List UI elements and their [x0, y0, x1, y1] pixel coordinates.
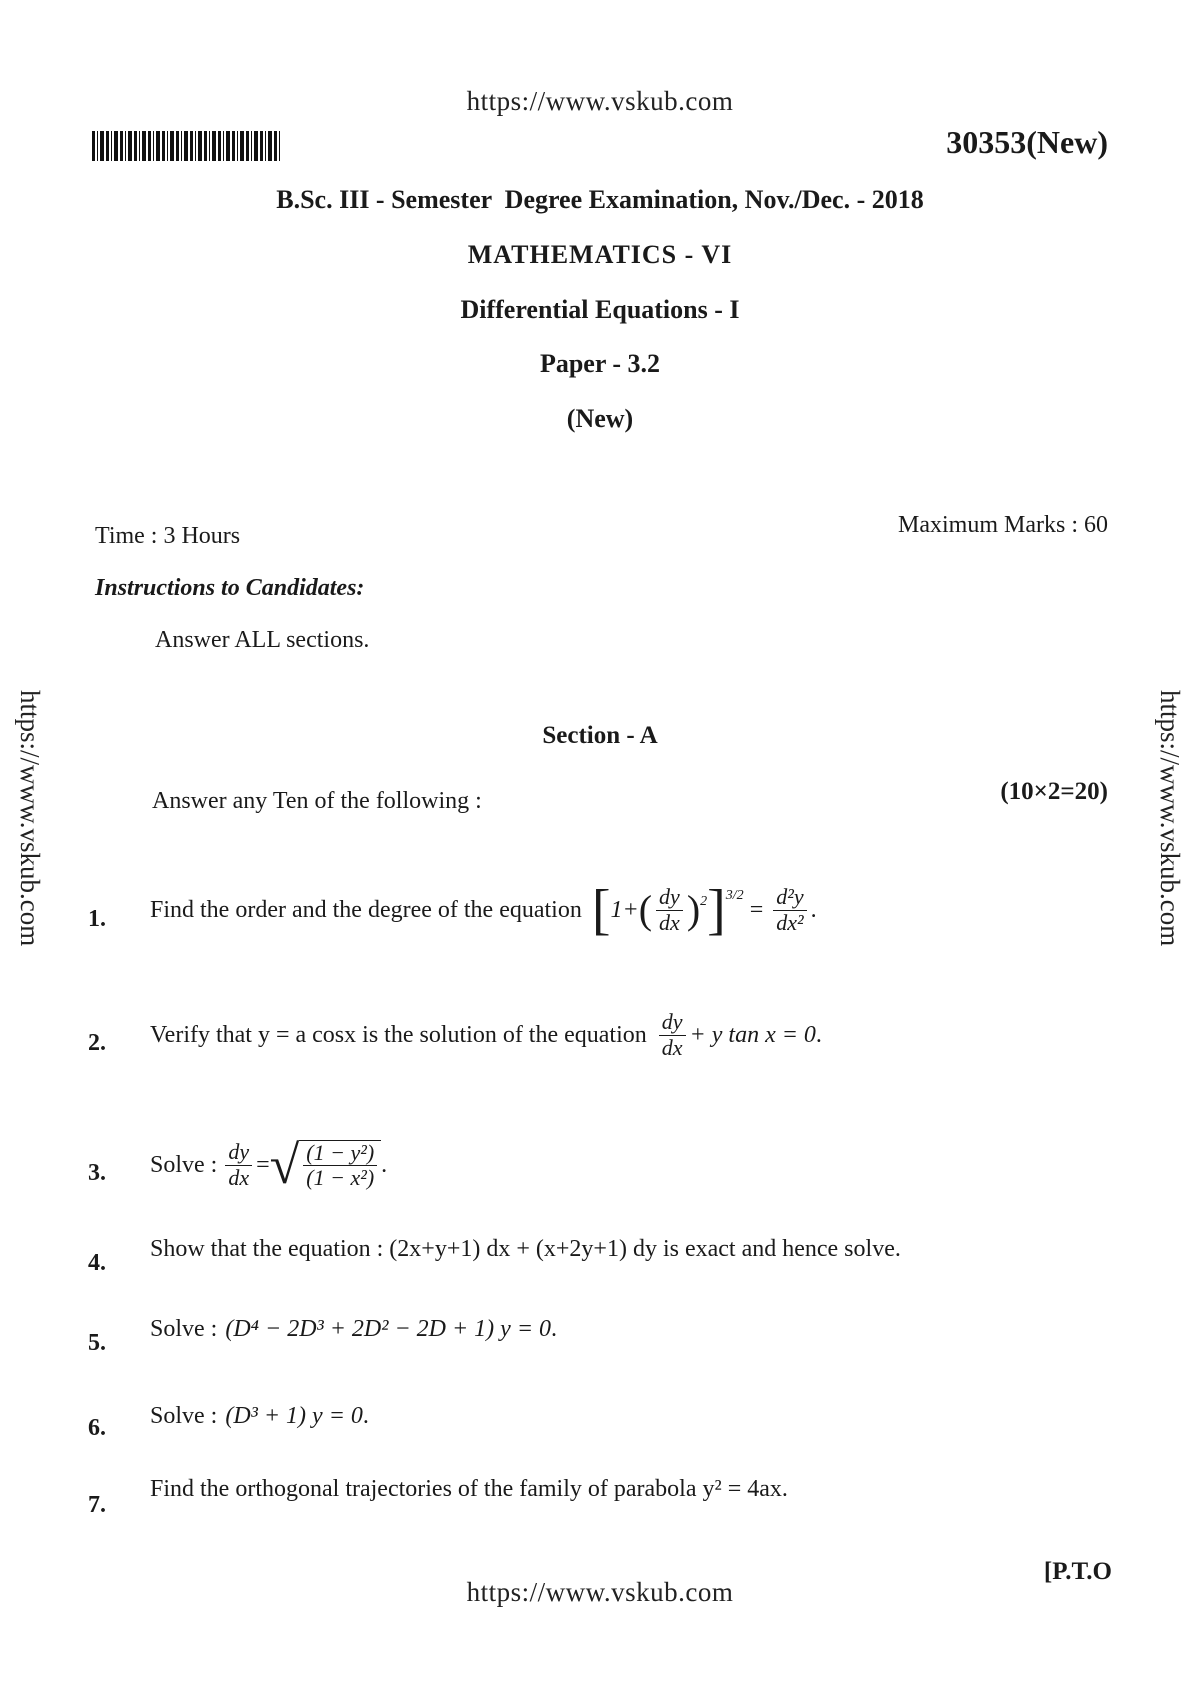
bottom-url: https://www.vskub.com: [466, 1577, 734, 1607]
question-5: Solve : (D⁴ − 2D³ + 2D² − 2D + 1) y = 0 .: [150, 1316, 558, 1342]
time-label: Time : 3 Hours: [95, 523, 241, 549]
question-2: Verify that y = a cosx is the solution of the equation $\frac{dy}{dx}$ + y tan x = 0 .: [150, 1009, 822, 1060]
question-number: 2.: [88, 1030, 106, 1056]
question-number: 3.: [88, 1160, 106, 1186]
course-title: Differential Equations - I: [460, 295, 740, 324]
fraction-dy-dx: [225, 1140, 252, 1189]
question-number: 1.: [88, 906, 106, 932]
fraction-d2y-dx2: [773, 885, 806, 934]
frac-num: (1 − y²): [303, 1141, 377, 1166]
question-6: Solve : (D³ + 1) y = 0 .: [150, 1403, 369, 1429]
frac-den: dx: [661, 1034, 683, 1060]
barcode-icon: [92, 131, 280, 161]
question-number: 6.: [88, 1415, 106, 1441]
frac-num: dy: [225, 1140, 252, 1165]
frac-den: dx²: [776, 909, 804, 935]
section-a-directive: Answer any Ten of the following :: [152, 788, 482, 814]
fraction-dy-dx: [656, 885, 683, 934]
question-text: Find the orthogonal trajectories of the family of parabola y² = 4ax.: [150, 1476, 788, 1502]
question-number: 4.: [88, 1250, 106, 1276]
subject-title: MATHEMATICS - VI: [467, 240, 733, 269]
question-text: Verify that y = a cosx is the solution of the equation: [150, 1021, 647, 1048]
question-4: [150, 1236, 901, 1263]
question-number: 5.: [88, 1330, 106, 1356]
frac-num: dy: [659, 1010, 686, 1035]
fraction-dy-dx: [659, 1010, 686, 1059]
equation-5: (D⁴ − 2D³ + 2D² − 2D + 1) y = 0: [225, 1316, 552, 1342]
question-text: Solve :: [150, 1151, 218, 1178]
frac-den: dx: [228, 1164, 250, 1190]
frac-den: dx: [659, 909, 680, 935]
equation-2-tail: + y tan x = 0: [689, 1021, 816, 1048]
math-term: 1+: [610, 896, 639, 923]
section-a-marks: (10×2=20): [1000, 778, 1108, 805]
fraction-radicand: [303, 1141, 377, 1190]
question-text: Solve :: [150, 1316, 218, 1342]
question-text: Find the order and the degree of the equation: [150, 896, 582, 923]
equation-6: (D³ + 1) y = 0: [225, 1403, 363, 1429]
exponent: 3/2: [725, 888, 744, 903]
question-3: Solve : $\frac{dy}{dx}$ = √ $\frac{\text{(1 − y²)}}{\text{(1 − x²)}}$ .: [150, 1135, 388, 1195]
frac-den: (1 − x²): [306, 1165, 375, 1190]
right-side-url: https://www.vskub.com: [1155, 690, 1185, 947]
square-root: √ $\frac{\text{(1 − y²)}}{\text{(1 − x²)}}$: [270, 1138, 382, 1192]
edition-label: (New): [566, 404, 634, 433]
question-number: 7.: [88, 1492, 106, 1518]
paper-code: 30353(New): [946, 124, 1108, 160]
instructions-heading: Instructions to Candidates:: [95, 575, 365, 601]
frac-num: d²y: [773, 885, 806, 910]
question-7: [150, 1476, 788, 1503]
paper-number: Paper - 3.2: [539, 349, 661, 378]
question-text: Solve :: [150, 1403, 218, 1429]
max-marks-label: Maximum Marks : 60: [898, 512, 1108, 538]
frac-num: dy: [656, 885, 683, 910]
question-text: Show that the equation : (2x+y+1) dx + (x+2y+1) dy is exact and hence solve.: [150, 1236, 901, 1262]
equation-1: [ 1+ ( $\frac{dy}{dx}$ ) $^2$ ] $^{3/2}$ = $\frac{\text{d²y}}{\text{dx²}}$ .: [591, 879, 817, 941]
instructions-text: Answer ALL sections.: [155, 627, 370, 653]
exponent: 2: [700, 894, 708, 909]
exam-title: B.Sc. III - Semester Degree Examination, Nov./Dec. - 2018: [276, 185, 924, 214]
left-side-url: https://www.vskub.com: [15, 690, 45, 947]
section-a-title: Section - A: [542, 722, 658, 749]
question-1: [150, 860, 817, 960]
pto-label: [P.T.O: [1043, 1558, 1112, 1585]
top-url: https://www.vskub.com: [466, 86, 734, 116]
